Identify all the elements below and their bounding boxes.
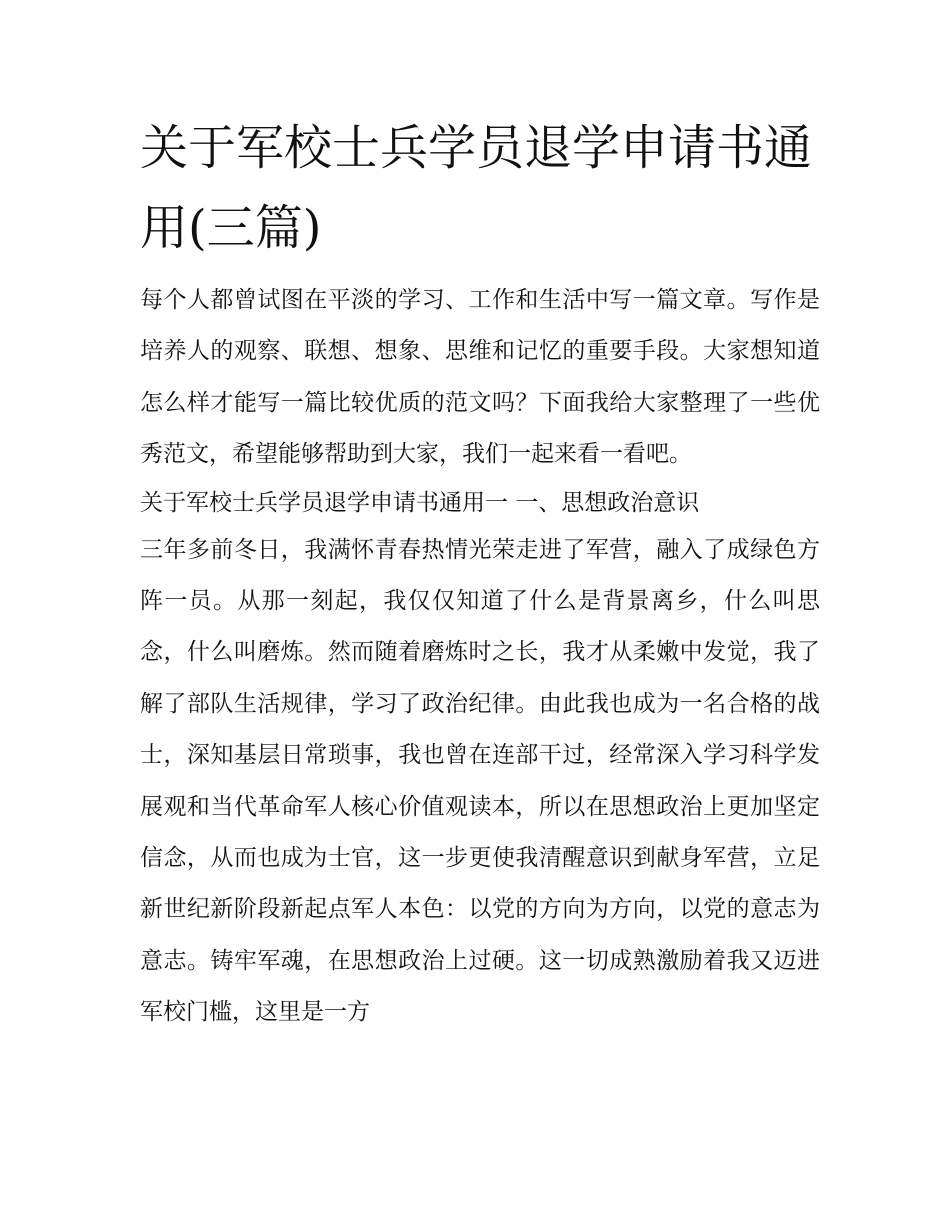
intro-paragraph: 每个人都曾试图在平淡的学习、工作和生活中写一篇文章。写作是培养人的观察、联想、想象、思维和记忆的重要手段。大家想知道怎么样才能写一篇比较优质的范文吗？下面我给大家整理了一些优秀范文，希望能够帮助到大家，我们一起来看一看吧。 (140, 287, 820, 468)
section-paragraph: 三年多前冬日，我满怀青春热情光荣走进了军营，融入了成绿色方阵一员。从那一刻起，我仅仅知道了什么是背景离乡，什么叫思念，什么叫磨炼。然而随着磨炼时之长，我才从柔嫩中发觉，我了解了部队生活规律，学习了政治纪律。由此我也成为一名合格的战士，深知基层日常琐事，我也曾在连部干过，经常深入学习科学发展观和当代革命军人核心价值观读本，所以在思想政治上更加坚定信念，从而也成为士官，这一步更使我清醒意识到献身军营，立足新世纪新阶段新起点军人本色：以党的方向为方向，以党的意志为意志。铸牢军魂，在思想政治上过硬。这一切成熟激励着我又迈进军校门槛，这里是一方 (140, 536, 820, 1026)
document-body (140, 275, 820, 1039)
section-heading: 关于军校士兵学员退学申请书通用一 一、思想政治意识 (140, 489, 700, 516)
document-title: 关于军校士兵学员退学申请书通用(三篇) (140, 120, 813, 256)
